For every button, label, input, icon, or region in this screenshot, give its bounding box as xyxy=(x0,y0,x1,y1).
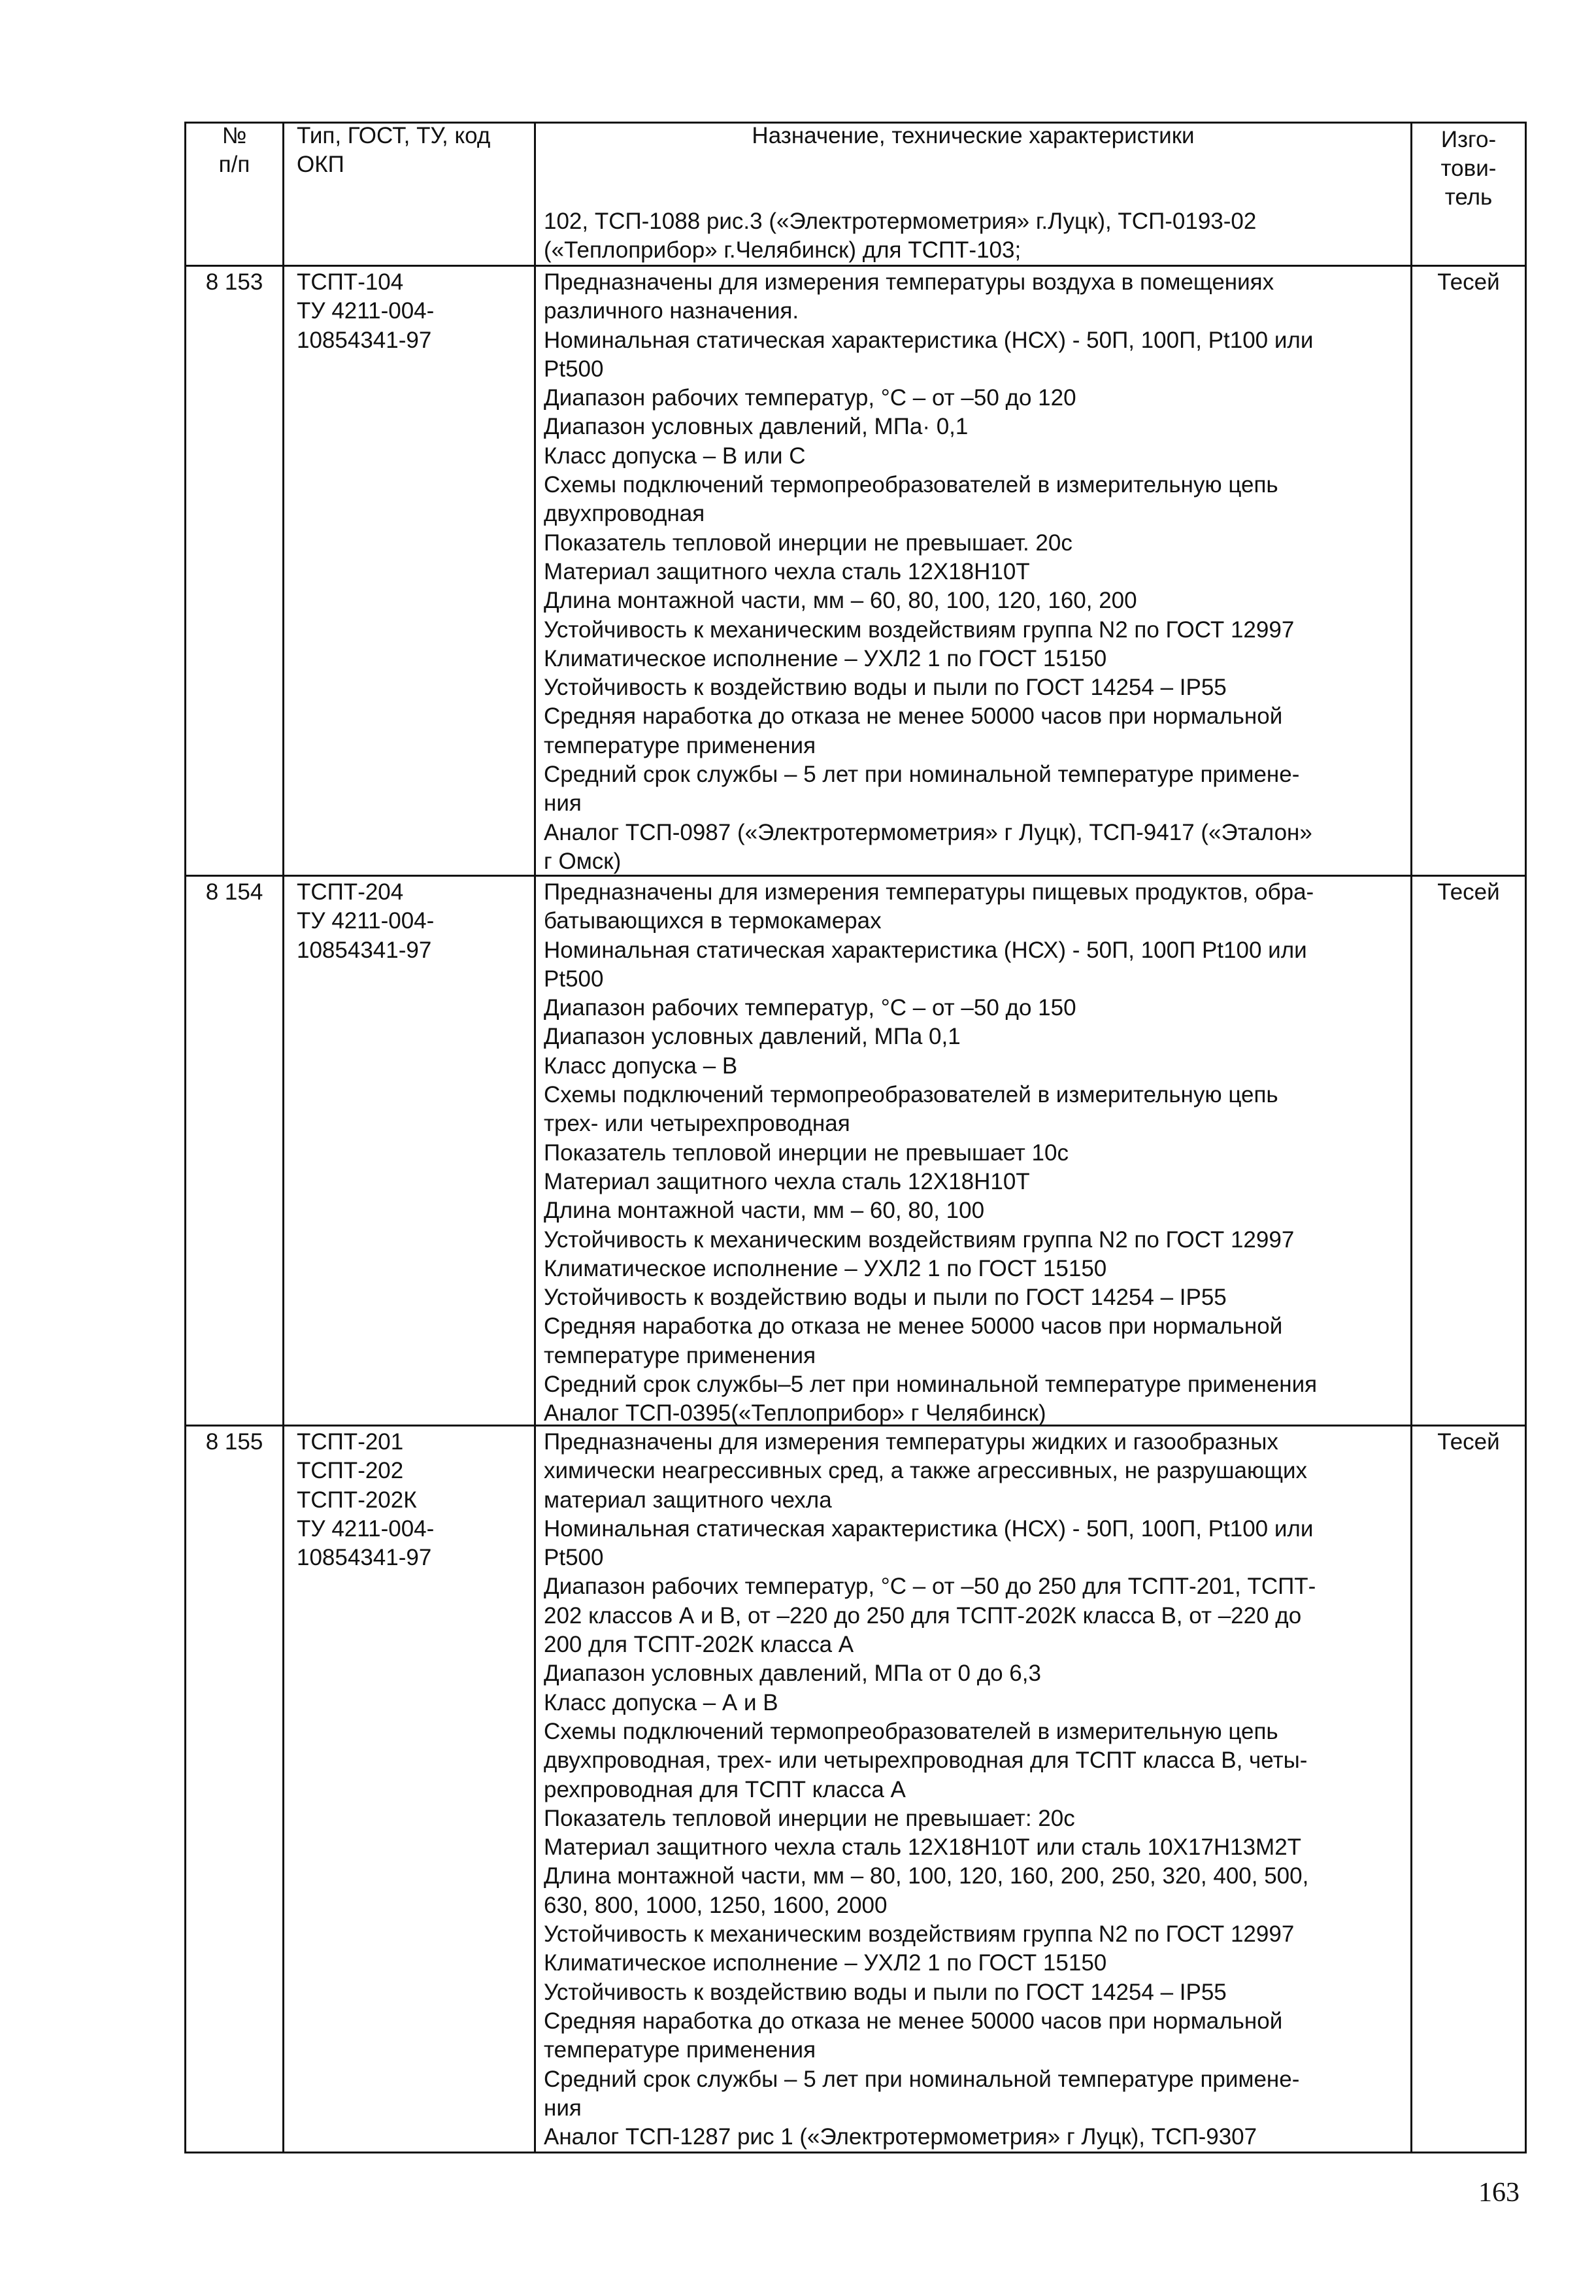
row-num: 8 153 xyxy=(205,269,263,295)
desc-line: Длина монтажной части, мм – 60, 80, 100, 120, 160, 200 xyxy=(544,588,1137,614)
desc-line: 202 классов А и В, от –220 до 250 для ТСПТ-202К класса В, от –220 до xyxy=(544,1602,1302,1629)
type-line: ТСПТ-104 xyxy=(297,269,404,295)
row-maker: Тесей xyxy=(1437,1429,1500,1455)
table-bottom-border xyxy=(184,2152,1527,2153)
type-line: ТУ 4211-004- xyxy=(297,908,435,934)
desc-line: различного назначения. xyxy=(544,298,799,324)
desc-line: Предназначены для измерения температуры воздуха в помещениях xyxy=(544,269,1274,295)
desc-line: Материал защитного чехла сталь 12Х18Н10Т или сталь 10Х17Н13М2Т xyxy=(544,1834,1302,1861)
desc-line: химически неагрессивных сред, а также агрессивных, не разрушающих xyxy=(544,1458,1308,1484)
desc-line: Диапазон условных давлений, МПа 0,1 xyxy=(544,1024,961,1050)
column-border-right xyxy=(1525,122,1527,2153)
continuation-text xyxy=(544,207,1256,265)
desc-line: Климатическое исполнение – УХЛ2 1 по ГОСТ 15150 xyxy=(544,1950,1107,1976)
row-type xyxy=(297,1428,434,1572)
column-border-type xyxy=(534,122,536,2153)
type-line: ТСПТ-202К xyxy=(297,1487,417,1513)
type-line: 10854341-97 xyxy=(297,327,432,353)
continuation-line: 102, ТСП-1088 рис.3 («Электротермометрия» г.Луцк), ТСП-0193-02 xyxy=(544,209,1257,234)
desc-line: Материал защитного чехла сталь 12Х18Н10Т xyxy=(544,558,1030,584)
row-desc xyxy=(544,268,1313,876)
desc-line: ния xyxy=(544,2095,582,2121)
type-line: ТУ 4211-004- xyxy=(297,1515,435,1542)
desc-line: Устойчивость к механическим воздействиям группа N2 по ГОСТ 12997 xyxy=(544,616,1295,643)
row-num: 8 154 xyxy=(205,879,263,905)
desc-line: рехпроводная для ТСПТ класса А xyxy=(544,1776,906,1802)
desc-line: Устойчивость к воздействию воды и пыли по ГОСТ 14254 – IP55 xyxy=(544,675,1227,701)
desc-line: температуре применения xyxy=(544,2037,816,2063)
header-type-line: ОКП xyxy=(297,152,344,177)
row-num: 8 155 xyxy=(205,1429,263,1455)
row-maker: Тесей xyxy=(1437,269,1500,295)
row-desc xyxy=(544,1428,1316,2152)
desc-line: Аналог ТСП-0395(«Теплоприбор» г Челябинск) xyxy=(544,1400,1046,1427)
continuation-line: («Теплоприбор» г.Челябинск) для ТСПТ-103; xyxy=(544,237,1022,263)
desc-line: Устойчивость к воздействию воды и пыли по ГОСТ 14254 – IP55 xyxy=(544,1285,1227,1311)
desc-line: Класс допуска – В xyxy=(544,1053,738,1079)
desc-line: Средний срок службы–5 лет при номинальной температуре применения xyxy=(544,1372,1318,1398)
desc-line: Диапазон условных давлений, МПа· 0,1 xyxy=(544,414,969,440)
type-line: ТСПТ-202 xyxy=(297,1458,404,1484)
row-maker: Тесей xyxy=(1437,879,1500,905)
desc-line: двухпроводная xyxy=(544,501,705,527)
desc-line: Pt500 xyxy=(544,966,604,992)
desc-line: Номинальная статическая характеристика (НСХ) - 50П, 100П, Pt100 или xyxy=(544,1515,1314,1542)
desc-line: Средняя наработка до отказа не менее 50000 часов при нормальной xyxy=(544,1313,1283,1340)
desc-line: Аналог ТСП-0987 («Электротермометрия» г Луцк), ТСП-9417 («Эталон» xyxy=(544,819,1312,845)
desc-line: Средний срок службы – 5 лет при номинальной температуре примене- xyxy=(544,762,1300,788)
desc-line: Класс допуска – А и В xyxy=(544,1689,778,1715)
header-num-line: п/п xyxy=(218,152,250,177)
column-border-desc xyxy=(1410,122,1412,2153)
specification-table xyxy=(184,122,1527,2153)
desc-line: Схемы подключений термопреобразователей в измерительную цепь xyxy=(544,472,1278,498)
desc-line: Pt500 xyxy=(544,1545,604,1571)
desc-line: Средняя наработка до отказа не менее 50000 часов при нормальной xyxy=(544,2008,1283,2034)
desc-line: Диапазон рабочих температур, °С – от –50 до 150 xyxy=(544,995,1076,1021)
desc-line: Диапазон рабочих температур, °С – от –50 до 120 xyxy=(544,385,1076,411)
desc-line: Показатель тепловой инерции не превышает 10с xyxy=(544,1140,1069,1166)
desc-line: Устойчивость к механическим воздействиям группа N2 по ГОСТ 12997 xyxy=(544,1226,1295,1253)
desc-line: 200 для ТСПТ-202К класса А xyxy=(544,1632,854,1658)
desc-line: ния xyxy=(544,790,582,817)
desc-line: Диапазон рабочих температур, °С – от –50 до 250 для ТСПТ-201, ТСПТ- xyxy=(544,1574,1316,1600)
header-num xyxy=(186,122,282,179)
header-type-line: Тип, ГОСТ, ТУ, код xyxy=(297,123,491,148)
desc-line: Номинальная статическая характеристика (НСХ) - 50П, 100П Pt100 или xyxy=(544,937,1307,963)
desc-line: Схемы подключений термопреобразователей в измерительную цепь xyxy=(544,1718,1278,1744)
column-border-num xyxy=(282,122,284,2153)
desc-line: Предназначены для измерения температуры жидких и газообразных xyxy=(544,1429,1278,1455)
header-type xyxy=(297,122,490,179)
type-line: ТУ 4211-004- xyxy=(297,298,435,324)
desc-line: Средний срок службы – 5 лет при номинальной температуре примене- xyxy=(544,2066,1300,2092)
page-number: 163 xyxy=(1478,2178,1520,2208)
desc-line: Устойчивость к механическим воздействиям группа N2 по ГОСТ 12997 xyxy=(544,1921,1295,1948)
header-maker-line: тови- xyxy=(1440,156,1497,181)
desc-line: Номинальная статическая характеристика (НСХ) - 50П, 100П, Pt100 или xyxy=(544,327,1314,353)
header-maker xyxy=(1412,126,1525,212)
desc-line: Материал защитного чехла сталь 12Х18Н10Т xyxy=(544,1168,1030,1194)
row-desc xyxy=(544,878,1317,1428)
header-maker-line: Изго- xyxy=(1440,127,1497,152)
desc-line: материал защитного чехла xyxy=(544,1487,832,1513)
desc-line: температуре применения xyxy=(544,1342,816,1368)
desc-line: Климатическое исполнение – УХЛ2 1 по ГОСТ 15150 xyxy=(544,1255,1107,1281)
header-maker-line: тель xyxy=(1444,184,1493,210)
type-line: 10854341-97 xyxy=(297,937,432,963)
desc-line: Показатель тепловой инерции не превышает: 20с xyxy=(544,1805,1075,1831)
header-purpose: Назначение, технические характеристики xyxy=(752,123,1195,148)
desc-line: Класс допуска – В или С xyxy=(544,443,806,469)
desc-line: Диапазон условных давлений, МПа от 0 до 6,3 xyxy=(544,1661,1041,1687)
desc-line: Схемы подключений термопреобразователей в измерительную цепь xyxy=(544,1082,1278,1108)
desc-line: Климатическое исполнение – УХЛ2 1 по ГОСТ 15150 xyxy=(544,645,1107,671)
desc-line: батывающихся в термокамерах xyxy=(544,908,882,934)
row-type xyxy=(297,878,434,965)
header-num-line: № xyxy=(222,123,247,148)
column-border-left xyxy=(184,122,186,2153)
desc-line: Средняя наработка до отказа не менее 50000 часов при нормальной xyxy=(544,703,1283,730)
desc-line: Длина монтажной части, мм – 60, 80, 100 xyxy=(544,1198,985,1224)
desc-line: двухпроводная, трех- или четырехпроводная для ТСПТ класса В, четы- xyxy=(544,1747,1308,1774)
desc-line: Аналог ТСП-1287 рис 1 («Электротермометрия» г Луцк), ТСП-9307 xyxy=(544,2124,1257,2150)
row-type xyxy=(297,268,434,355)
desc-line: Длина монтажной части, мм – 80, 100, 120, 160, 200, 250, 320, 400, 500, xyxy=(544,1863,1309,1889)
desc-line: Устойчивость к воздействию воды и пыли по ГОСТ 14254 – IP55 xyxy=(544,1979,1227,2005)
desc-line: температуре применения xyxy=(544,732,816,758)
desc-line: 630, 800, 1000, 1250, 1600, 2000 xyxy=(544,1892,888,1918)
desc-line: г Омск) xyxy=(544,848,622,874)
desc-line: Показатель тепловой инерции не превышает. 20с xyxy=(544,530,1072,556)
type-line: ТСПТ-201 xyxy=(297,1429,404,1455)
desc-line: трех- или четырехпроводная xyxy=(544,1111,850,1137)
type-line: ТСПТ-204 xyxy=(297,879,404,905)
desc-line: Pt500 xyxy=(544,356,604,382)
desc-line: Предназначены для измерения температуры пищевых продуктов, обра- xyxy=(544,879,1314,905)
type-line: 10854341-97 xyxy=(297,1545,432,1571)
